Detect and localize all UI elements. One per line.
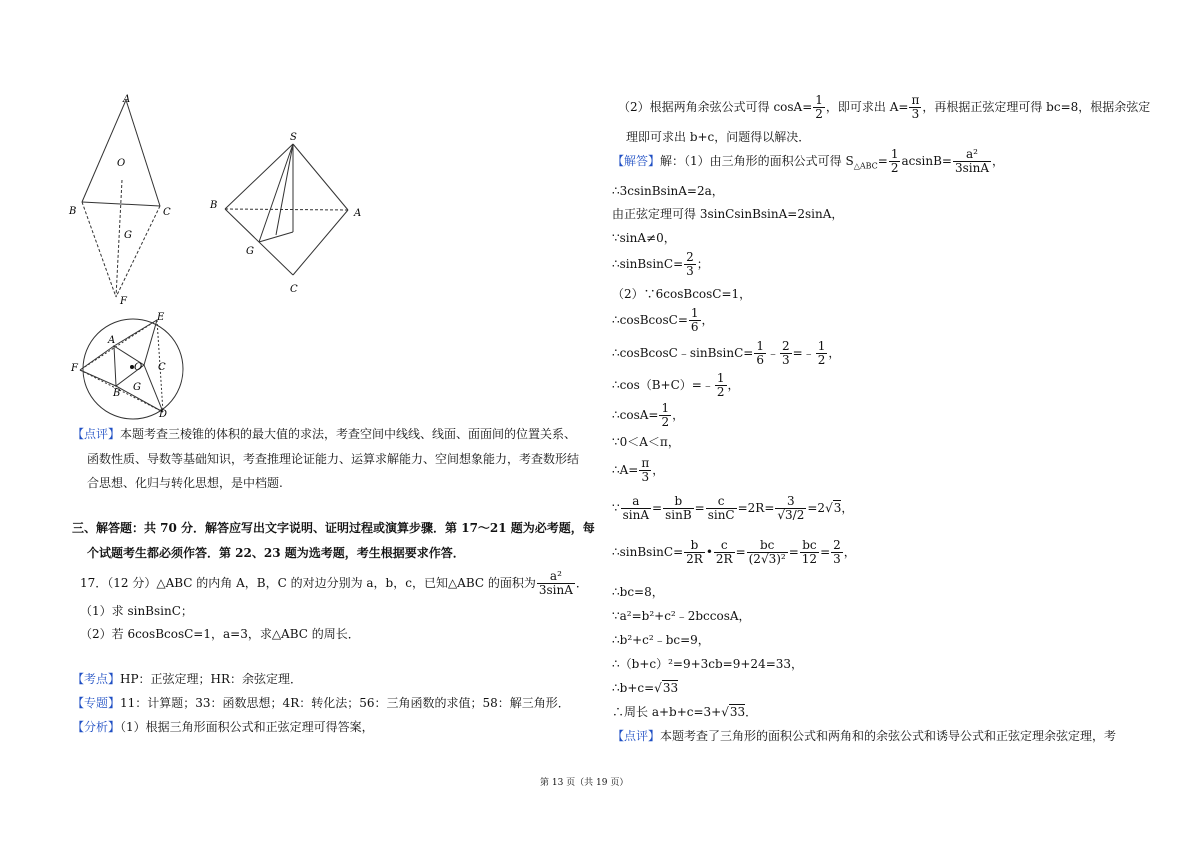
right-line-1: （2）根据两角余弦公式可得 cosA= $\frac{1}{2}$ ，即可求出 A= $\frac{\pi}{3}$ ，再根据正弦定理可得 bc=8，根据余弦定 (618, 93, 1151, 121)
right-line-18: ∵a²=b²+c²﹣2bccosA， (612, 609, 751, 623)
right-line-21: ∴b+c=√33 (612, 681, 679, 695)
q17-text: 17．（12 分）△ABC 的内角 A，B，C 的对边分别为 a，b，c，已知△ABC 的面积为 (80, 576, 536, 590)
label-G2: G (246, 246, 254, 257)
section-heading-1: 三、解答题：共 70 分．解答应写出文字说明、证明过程或演算步骤．第 17～21 题为必考题，每 (72, 521, 595, 535)
dianping-line-1 (72, 426, 576, 442)
label-A2: A (354, 208, 362, 219)
right-line-15: ∵ $\frac{a}{\sin A}$ = $\frac{b}{\sin B}$ = $\frac{c}{\sin C}$ =2R= $\frac{3}{√3/2}$ =2√3， (612, 494, 854, 522)
right-line-16: ∴sinBsinC= $\frac{b}{2R}$ • $\frac{c}{2R}$ = $\frac{bc}{\text{(2√3)²}}$ = $\frac{bc}{12}$ = $\frac{2}{3}$ ， (612, 538, 856, 566)
section-heading-2: 个试题考生都必须作答．第 22、23 题为选考题，考生根据要求作答． (87, 546, 465, 560)
right-line-6: ∵sinA≠0， (612, 231, 676, 245)
right-line-11: ∴cos（B+C）=﹣ $\frac{1}{2}$ ， (612, 371, 740, 399)
figure-circle (80, 319, 183, 419)
label-B2: B (210, 200, 218, 211)
dianping-line-2: 函数性质、导数等基础知识，考查推理论证能力、运算求解能力、空间想象能力，考查数形结 (87, 452, 580, 466)
figure-kite (82, 100, 160, 297)
label-S2: S (290, 132, 297, 143)
right-line-22: ∴周长 a+b+c=3+√33． (612, 705, 758, 719)
right-line-14: ∴A= $\frac{\pi}{3}$ ， (612, 456, 665, 484)
right-line-12: ∴cosA= $\frac{1}{2}$ ， (612, 401, 685, 429)
zhuanti-line: 【专题】11：计算题；33：函数思想；4R：转化法；56：三角函数的求值；58：解三角形． (72, 696, 570, 710)
jieda-line: 【解答】解：（1）由三角形的面积公式可得 $S_{\triangle ABC}=$ $\frac{1}{2}$ acsinB= $\frac{\text{a²}}{3\sin A}$ ， (612, 147, 1004, 175)
figure-tetrahedron (225, 144, 348, 275)
right-line-13: ∵0＜A＜π， (612, 435, 680, 449)
q17-fraction: $\frac{\text{a²}}{3\sin A}$ (538, 569, 573, 597)
label-O3: O (134, 362, 143, 373)
right-dianping-line: 【点评】本题考查了三角形的面积公式和两角和的余弦公式和诱导公式和正弦定理余弦定理，考 (612, 729, 1117, 743)
label-D3: D (159, 409, 168, 420)
label-F1: F (120, 296, 127, 307)
dianping-line-3: 合思想、化归与转化思想，是中档题. (87, 476, 283, 490)
label-G3: G (133, 382, 141, 393)
right-line-7: ∴sinBsinC= $\frac{2}{3}$ ； (612, 250, 709, 278)
label-B3: B (113, 388, 121, 399)
dianping-tag: 【点评】 (72, 427, 121, 441)
right-line-19: ∴b²+c²﹣bc=9， (612, 633, 710, 647)
right-line-20: ∴（b+c）²=9+3cb=9+24=33， (612, 657, 804, 671)
right-line-4: ∴3csinBsinA=2a， (612, 184, 724, 198)
label-A3: A (108, 335, 116, 346)
label-C1: C (163, 207, 171, 218)
right-line-9: ∴cosBcosC= $\frac{1}{6}$ ， (612, 306, 714, 334)
label-A1: A (123, 94, 131, 105)
fenxi-line: 【分析】（1）根据三角形面积公式和正弦定理可得答案， (72, 720, 374, 734)
right-line-5: 由正弦定理可得 3sinCsinBsinA=2sinA， (612, 207, 844, 221)
right-line-2: 理即可求出 b+c，问题得以解决． (626, 130, 811, 144)
kaodian-line: 【考点】HP：正弦定理；HR：余弦定理． (72, 672, 303, 686)
question-17: 17．（12 分）△ABC 的内角 A，B，C 的对边分别为 a，b，c，已知△ABC 的面积为 $\frac{\text{a²}}{3\sin A}$ ． (80, 569, 588, 597)
right-line-17: ∴bc=8， (612, 585, 664, 599)
q17-part-1: （1）求 sinBsinC； (80, 604, 193, 618)
label-B1: B (69, 206, 77, 217)
label-C3: C (158, 362, 166, 373)
label-E3: E (157, 312, 165, 323)
label-O1: O (117, 158, 126, 169)
label-G1: G (124, 230, 132, 241)
label-C2: C (290, 284, 298, 295)
right-line-10: ∴cosBcosC﹣sinBsinC= $\frac{1}{6}$ ﹣ $\frac{2}{3}$ =﹣ $\frac{1}{2}$ ， (612, 339, 841, 367)
dianping-text-1: 本题考查三棱锥的体积的最大值的求法，考查空间中线线、线面、面面间的位置关系、 (120, 427, 577, 441)
right-line-8: （2）∵6cosBcosC=1， (612, 287, 752, 301)
label-F3: F (71, 363, 78, 374)
page-footer: 第 13 页（共 19 页） (540, 778, 629, 788)
q17-part-2: （2）若 6cosBcosC=1，a=3，求△ABC 的周长． (80, 627, 360, 641)
